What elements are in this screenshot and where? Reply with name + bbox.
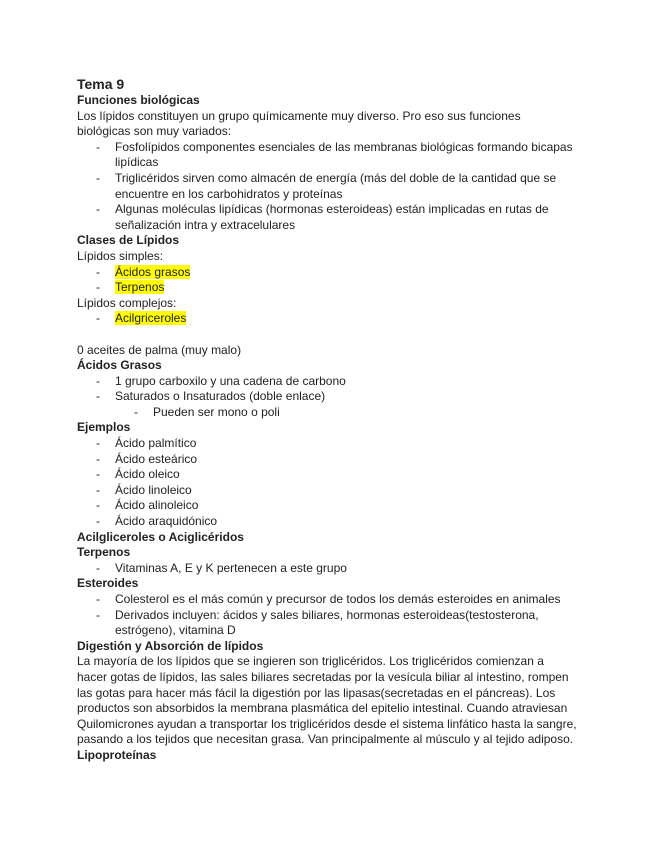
funciones-list: [77, 140, 577, 234]
list-item: - Fosfolípidos componentes esenciales de las membranas biológicas formando bicapas lipídicas: [77, 140, 577, 171]
heading-clases: Clases de Lípidos: [77, 233, 180, 248]
highlighted-text: Terpenos: [115, 280, 165, 295]
list-item: - Vitaminas A, E y K pertenecen a este grupo: [77, 561, 577, 577]
highlighted-text: Ácidos grasos: [115, 264, 191, 279]
list-item: - 1 grupo carboxilo y una cadena de carbono: [77, 374, 577, 390]
sub-list-item: - Pueden ser mono o poli: [77, 405, 577, 421]
digestion-paragraph: La mayoría de los lípidos que se ingieren son triglicéridos. Los triglicéridos comienzan a hacer gotas de lípidos, las sales biliares secretadas por la vesícula biliar al intestino, rompen las gotas para hacer más fácil la digestión por las lipasas(secretadas en el páncreas). Los productos son absorbidos la membrana plasmática del epitelio intestinal. Cuando atraviesan Quilomicrones ayudan a transportar los triglicéridos desde el sistema linfático hasta la sangre, pasando a los tejidos que necesitan grasa. Van principalmente al músculo y al tejido adiposo.: [77, 654, 577, 747]
list-item: - Ácido esteárico: [77, 452, 577, 468]
heading-lipoproteinas: Lipoproteínas: [77, 747, 157, 762]
list-item: [77, 280, 577, 296]
list-item: [77, 265, 577, 281]
funciones-intro: Los lípidos constituyen un grupo químicamente muy diverso. Pro eso sus funciones biológicas son muy variados:: [77, 108, 521, 139]
list-item: - Colesterol es el más común y precursor de todos los demás esteroides en animales: [77, 592, 577, 608]
list-item: - Derivados incluyen: ácidos y sales biliares, hormonas esteroideas(testosterona, estrógeno), vitamina D: [77, 608, 577, 639]
blank-line: [77, 327, 577, 343]
list-item: - Triglicéridos sirven como almacén de energía (más del doble de la cantidad que se encuentre en los carbohidratos y proteínas: [77, 171, 577, 202]
simples-label: Lípidos simples:: [77, 248, 164, 263]
list-item: - Saturados o Insaturados (doble enlace): [77, 389, 577, 405]
heading-digestion: Digestión y Absorción de lípidos: [77, 638, 264, 653]
heading-terpenos: Terpenos: [77, 545, 131, 560]
complejos-label: Lípidos complejos:: [77, 295, 177, 310]
list-item: - Ácido alinoleico: [77, 498, 577, 514]
acidos-list: [77, 374, 577, 421]
complejos-list: [77, 311, 577, 327]
nota-aceites: 0 aceites de palma (muy malo): [77, 342, 242, 357]
simples-list: [77, 265, 577, 296]
document-title: Tema 9: [77, 76, 125, 92]
list-item: - Ácido linoleico: [77, 483, 577, 499]
heading-ejemplos: Ejemplos: [77, 420, 131, 435]
heading-funciones: Funciones biológicas: [77, 93, 200, 107]
esteroides-list: [77, 592, 577, 639]
list-item: - Ácido palmítico: [77, 436, 577, 452]
document-content: [77, 75, 577, 764]
heading-acilgliceroles: Acilgliceroles o Aciglicéridos: [77, 529, 244, 544]
highlighted-text: Acilgriceroles: [115, 311, 187, 326]
heading-acidos: Ácidos Grasos: [77, 358, 162, 373]
list-item: - Ácido araquidónico: [77, 514, 577, 530]
list-item: [77, 311, 577, 327]
ejemplos-list: [77, 436, 577, 530]
list-item: - Ácido oleico: [77, 467, 577, 483]
terpenos-list: [77, 561, 577, 577]
heading-esteroides: Esteroides: [77, 576, 139, 591]
list-item: - Algunas moléculas lipídicas (hormonas esteroideas) están implicadas en rutas de señalización intra y extracelulares: [77, 202, 577, 233]
